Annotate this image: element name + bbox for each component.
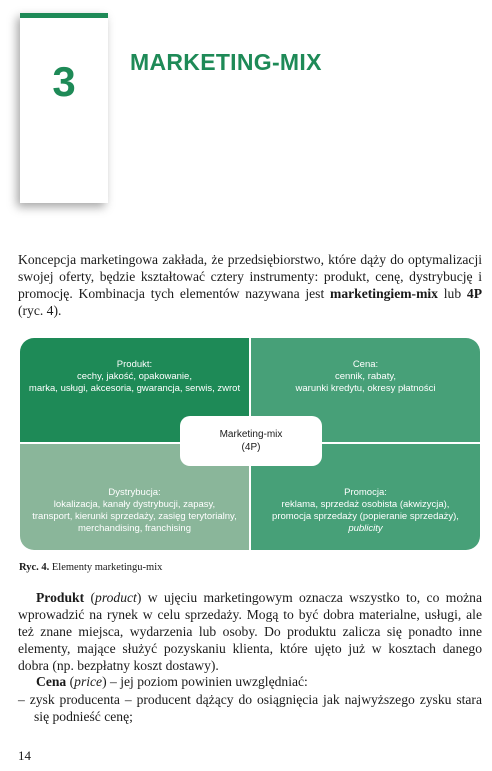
marketing-mix-diagram bbox=[20, 338, 480, 550]
price-text-1: ( bbox=[66, 674, 75, 689]
product-paragraph bbox=[18, 589, 482, 674]
figure-caption bbox=[19, 561, 162, 574]
center-line-1: Marketing-mix bbox=[219, 429, 283, 440]
caption-text: Elementy marketingu-mix bbox=[49, 562, 163, 573]
intro-paragraph bbox=[18, 251, 482, 319]
product-title: Produkt: bbox=[116, 359, 153, 370]
caption-label: Ryc. 4. bbox=[19, 562, 50, 573]
promotion-line-1: reklama, sprzedaż osobista (akwizycja), bbox=[281, 499, 450, 510]
price-paragraph bbox=[18, 673, 482, 690]
distribution-title: Dystrybucja: bbox=[108, 487, 161, 498]
intro-text-3: (ryc. 4). bbox=[18, 303, 62, 318]
price-line-1: cennik, rabaty, bbox=[334, 371, 397, 382]
price-title: Cena: bbox=[352, 359, 379, 370]
intro-bold-4p: 4P bbox=[466, 286, 482, 301]
product-italic: product bbox=[95, 590, 137, 605]
product-line-2: marka, usługi, akcesoria, gwarancja, serwis, zwrot bbox=[28, 383, 241, 394]
chapter-title: MARKETING-MIX bbox=[130, 49, 322, 75]
price-text-2: ) – jej poziom powinien uwzględniać: bbox=[102, 674, 308, 689]
chapter-number: 3 bbox=[52, 58, 76, 105]
product-line-1: cechy, jakość, opakowanie, bbox=[77, 371, 192, 382]
product-text-1: ( bbox=[84, 590, 96, 605]
product-bold: Produkt bbox=[36, 590, 85, 605]
intro-text-1: Koncepcja marketingowa zakłada, że przedsiębiorstwo, które dąży do optymalizacji swojej oferty, będzie kształtować cztery instrumenty: produkt, cenę, dystrybucję i promocję. Kombinacja tych elementów nazywana jest bbox=[18, 252, 482, 301]
chapter-number-box bbox=[20, 13, 108, 203]
price-bullet-1: – zysk producenta – producent dążący do osiągnięcia jak najwyższego zysku stara się podnieść cenę; bbox=[18, 692, 482, 724]
intro-text-2: lub bbox=[437, 286, 467, 301]
page-number: 14 bbox=[18, 748, 31, 763]
distribution-line-2: transport, kierunki sprzedaży, zasięg terytorialny, bbox=[32, 511, 237, 522]
diagram-center-box bbox=[180, 416, 322, 466]
price-bold: Cena bbox=[36, 674, 67, 689]
distribution-line-3: merchandising, franchising bbox=[77, 523, 191, 534]
promotion-line-3: publicity bbox=[348, 523, 383, 534]
distribution-line-1: lokalizacja, kanały dystrybucji, zapasy, bbox=[53, 499, 216, 510]
intro-bold-marketing-mix: marketingiem-mix bbox=[330, 286, 438, 301]
price-line-2: warunki kredytu, okresy płatności bbox=[295, 383, 436, 394]
price-italic: price bbox=[74, 674, 103, 689]
center-line-2: (4P) bbox=[241, 442, 261, 453]
promotion-line-2: promocja sprzedaży (popieranie sprzedaży), bbox=[272, 511, 459, 522]
product-text-2: ) w ujęciu marketingowym oznacza wszystko to, co można wprowadzić na rynek w celu sprzedaży. Mogą to być dobra materialne, usługi, ale też znane miejsca, wydarzenia lub osoby. Do produktu zalicza się ponadto inne elementy, mające służyć pozyskaniu klienta, które ujęto już w kosztach danego dobra (np. bezpłatny koszt dostawy). bbox=[18, 590, 482, 673]
promotion-title: Promocja: bbox=[344, 487, 387, 498]
